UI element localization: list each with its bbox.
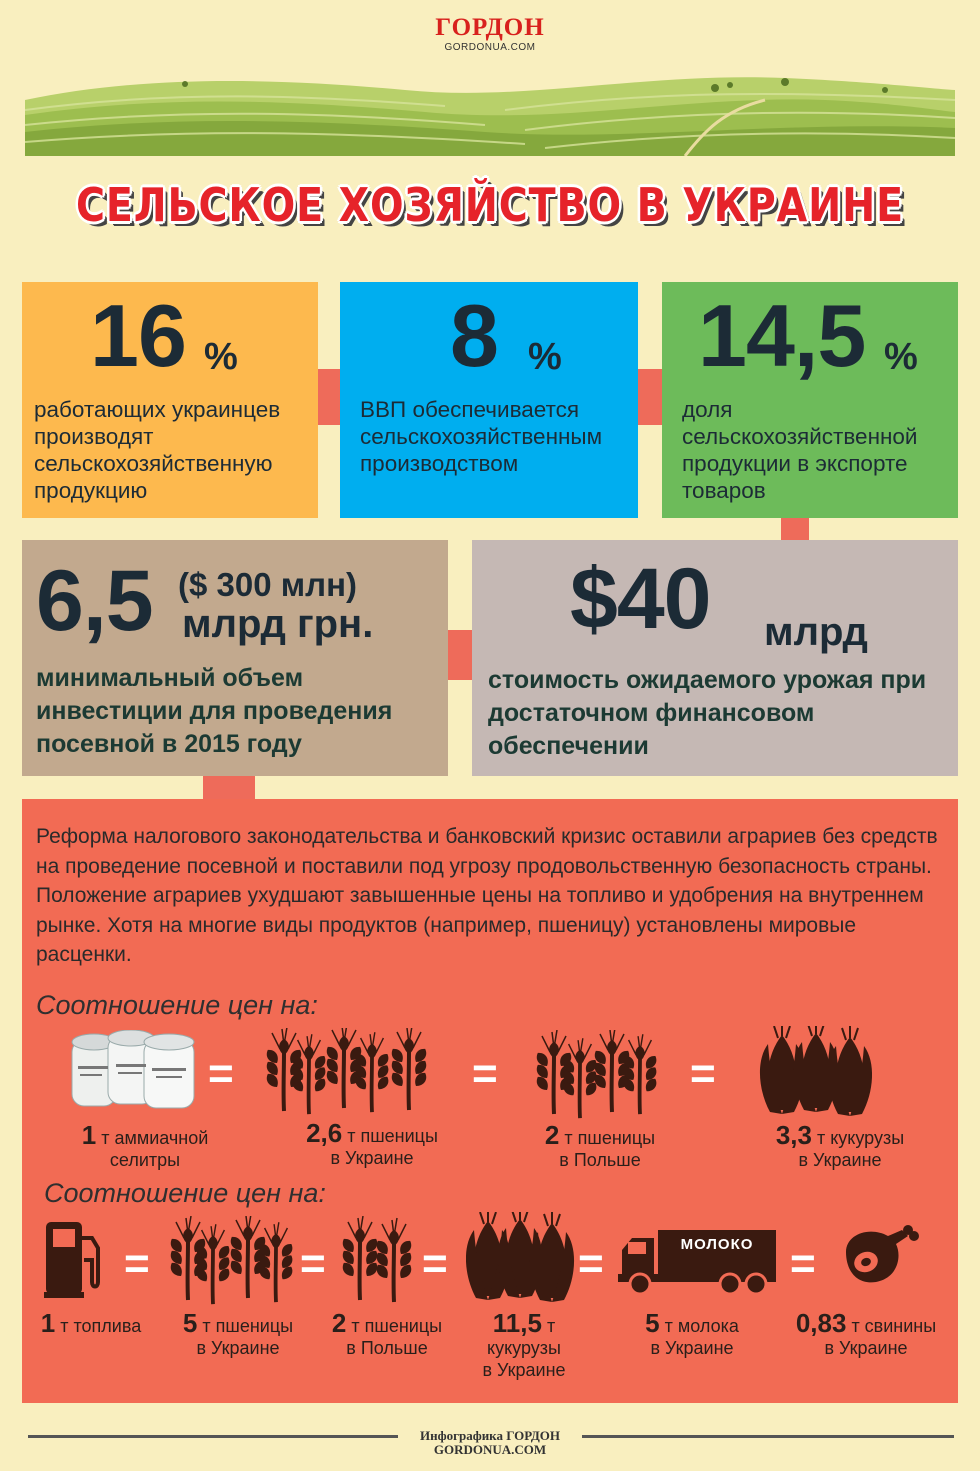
equals-sign: = — [300, 1239, 326, 1288]
ratio2-unit: т пшеницы — [202, 1316, 294, 1336]
ratio2-unit: т свинины — [851, 1316, 937, 1336]
fertilizer-bags-icon — [68, 1030, 200, 1112]
credit — [0, 1429, 980, 1457]
ratio2-line3: в Украине — [482, 1360, 566, 1380]
investment-description: минимальный объем инвестиции для проведения посевной в 2015 году — [36, 664, 393, 758]
truck-label: МОЛОКО — [680, 1236, 754, 1253]
equals-sign: = — [472, 1049, 498, 1098]
stat-value: 16 — [90, 286, 186, 385]
landscape-illustration — [25, 70, 955, 156]
stat-description: работающих украинцев производят сельскохозяйственную продукцию — [34, 397, 281, 503]
ratio1-label-corn — [742, 1120, 938, 1171]
ratio1-line2: в Украине — [330, 1148, 414, 1168]
corn-icon — [466, 1212, 576, 1304]
ratio-heading-1: Соотношение цен на: — [36, 990, 318, 1020]
ratio2-num: 1 — [40, 1308, 56, 1338]
ratio1-unit: т пшеницы — [347, 1126, 438, 1146]
ratio2-num: 5 — [645, 1308, 660, 1338]
credit-line-1: Инфографика ГОРДОН — [419, 1428, 561, 1443]
ratio2-label-corn — [462, 1308, 586, 1381]
ratio2-label-wheat-ua — [168, 1308, 308, 1359]
stat-value: 8 — [450, 286, 498, 385]
ratio2-line2: в Украине — [650, 1338, 734, 1358]
ratio1-unit: т аммиачной — [101, 1128, 209, 1148]
stat-box-export — [662, 282, 958, 518]
ratio2-unit: т топлива — [60, 1316, 142, 1336]
wheat-icon — [340, 1216, 416, 1306]
investment-value: 6,5 — [36, 553, 153, 649]
brand-url: GORDONUA.COM — [444, 42, 536, 53]
connector — [638, 369, 662, 425]
fuel-pump-icon — [44, 1220, 106, 1298]
equals-sign: = — [690, 1049, 716, 1098]
ratio2-line2: в Украине — [196, 1338, 280, 1358]
ratio1-num: 3,3 — [775, 1120, 812, 1150]
corn-icon — [756, 1026, 876, 1118]
credit-line-2: GORDONUA.COM — [433, 1442, 547, 1457]
info-paragraph: Реформа налогового законодательства и банковский кризис оставили аграриев без средств на проведение посевной и поставили под угрозу продовольственную безопасность страны. Положение аграриев ухудшают завышенные цены на топливо и удобрения на внутреннем рынке. Хотя на многие виды продуктов (например, пшеницу) установлены мировые расценки. — [36, 825, 938, 966]
wheat-icon — [264, 1028, 444, 1118]
harvest-value: $40 — [570, 551, 711, 647]
stat-description: ВВП обеспечивается сельскохозяйственным производством — [360, 397, 603, 476]
stat-unit: % — [204, 336, 238, 378]
brand-name: ГОРДОН — [435, 14, 545, 41]
ratio1-label-wheat-ua — [282, 1118, 462, 1169]
ratio1-unit: т кукурузы — [816, 1128, 905, 1148]
ratio1-label-fertilizer — [60, 1120, 230, 1171]
stat-unit: % — [528, 336, 562, 378]
ratio1-num: 2,6 — [306, 1118, 343, 1148]
ratio2-num: 0,83 — [795, 1308, 847, 1338]
equals-sign: = — [422, 1239, 448, 1288]
stat-box-harvest — [472, 540, 958, 776]
ratio2-num: 5 — [182, 1308, 198, 1338]
ratio2-line2: кукурузы — [487, 1338, 561, 1358]
ratio1-line2: селитры — [109, 1150, 181, 1170]
stat-value: 14,5 — [698, 286, 866, 385]
investment-unit: млрд грн. — [182, 602, 374, 646]
connector — [781, 518, 809, 540]
ratio2-num: 11,5 — [492, 1308, 542, 1338]
ratio2-label-fuel — [26, 1308, 156, 1338]
equals-sign: = — [124, 1239, 150, 1288]
stat-box-investment — [22, 540, 448, 776]
investment-usd: ($ 300 млн) — [178, 566, 358, 603]
ham-icon — [836, 1222, 920, 1288]
stat-box-gdp — [340, 282, 638, 518]
ratio1-num: 2 — [544, 1120, 560, 1150]
ratio-heading-2: Соотношение цен на: — [44, 1178, 326, 1208]
ratio1-num: 1 — [81, 1120, 97, 1150]
stat-box-workers — [22, 282, 318, 518]
ratio2-unit: т молока — [664, 1316, 739, 1336]
ratio2-label-wheat-pl — [318, 1308, 456, 1359]
ratio2-label-pork — [776, 1308, 956, 1359]
ratio2-num: 2 — [331, 1308, 347, 1338]
ratio2-unit: т пшеницы — [351, 1316, 443, 1336]
ratio2-unit: т — [546, 1316, 556, 1336]
wheat-icon — [168, 1216, 298, 1306]
stat-unit: % — [884, 336, 918, 378]
harvest-unit: млрд — [764, 610, 868, 654]
harvest-description: стоимость ожидаемого урожая при достаточном финансовом обеспечении — [488, 666, 927, 760]
ratio1-line2: в Украине — [798, 1150, 882, 1170]
ratio1-line2: в Польше — [559, 1150, 641, 1170]
page-title: СЕЛЬСКОЕ ХОЗЯЙСТВО В УКРАИНЕ — [76, 178, 904, 232]
equals-sign: = — [790, 1239, 816, 1288]
equals-sign: = — [208, 1049, 234, 1098]
equals-sign: = — [578, 1239, 604, 1288]
connector — [448, 630, 472, 680]
ratio2-line2: в Украине — [824, 1338, 908, 1358]
connector — [318, 369, 340, 425]
ratio2-line2: в Польше — [346, 1338, 428, 1358]
wheat-icon — [532, 1030, 662, 1120]
ratio1-label-wheat-pl — [520, 1120, 680, 1171]
brand — [0, 14, 980, 53]
connector — [203, 776, 255, 799]
ratio2-label-milk — [622, 1308, 762, 1359]
ratio1-unit: т пшеницы — [564, 1128, 656, 1148]
stat-description: доля сельскохозяйственной продукции в экспорте товаров — [682, 397, 918, 503]
